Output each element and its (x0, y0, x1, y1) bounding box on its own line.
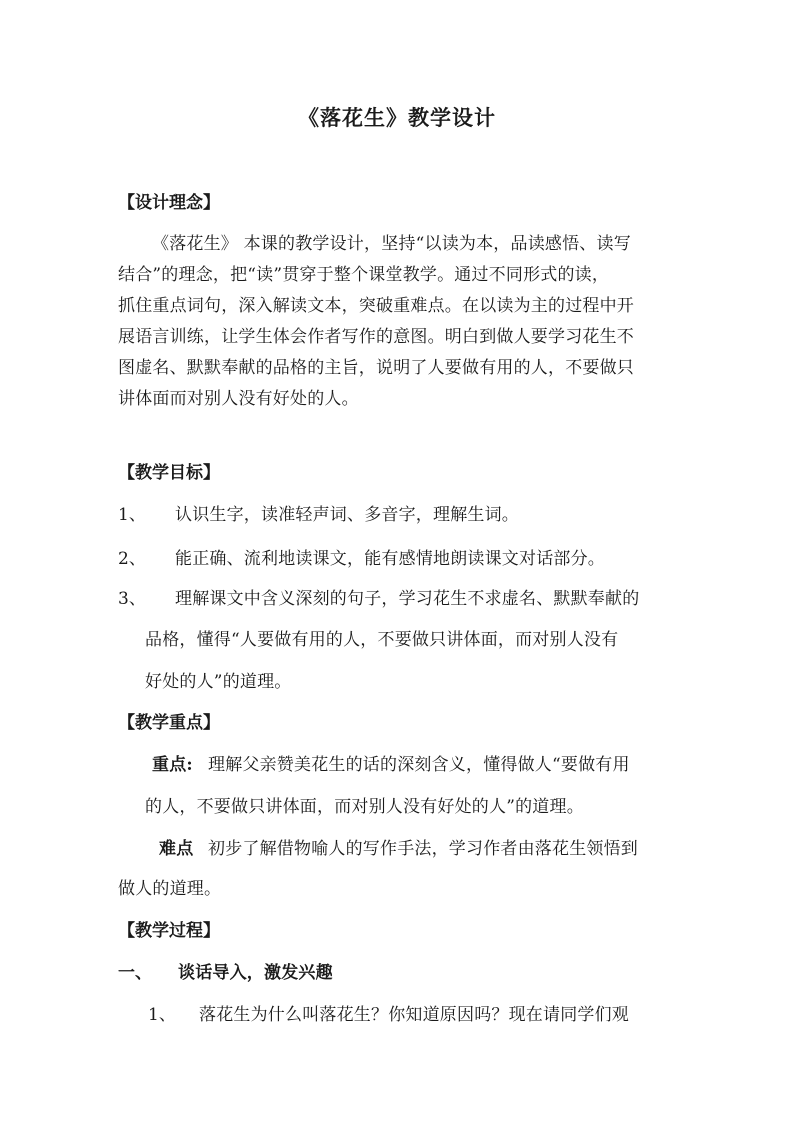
difficulty-text: 做人的道理。 (118, 879, 222, 899)
goal-text: 理解课文中含义深刻的句子，学习花生不求虚名、默默奉献的 (175, 589, 640, 609)
paragraph-line: 讲体面而对别人没有好处的人。 (118, 389, 359, 409)
difficulty-label: 难点 (159, 839, 194, 859)
section-heading-goals: 【教学目标】 (118, 463, 220, 483)
paragraph-line: 抓住重点词句，深入解读文本，突破重难点。在以读为主的过程中开 (118, 296, 634, 316)
section-heading-process: 【教学过程】 (118, 921, 220, 941)
difficulty-text: 初步了解借物喻人的写作手法，学习作者由落花生领悟到 (208, 839, 638, 859)
substep-text: 落花生为什么叫落花生？你知道原因吗？现在请同学们观 (199, 1005, 629, 1025)
paragraph-line: 《落花生》 本课的教学设计，坚持“以读为本，品读感悟、读写 (152, 234, 631, 254)
goal-text: 品格，懂得“人要做有用的人，不要做只讲体面，而对别人没有 (145, 630, 619, 650)
step-number: 一、 (118, 963, 152, 983)
paragraph-line: 结合”的理念，把“读”贯穿于整个课堂教学。通过不同形式的读， (118, 265, 610, 285)
goal-number: 1、 (118, 505, 146, 525)
document-title: 《落花生》教学设计 (298, 105, 496, 130)
section-heading-concept: 【设计理念】 (118, 193, 220, 213)
substep-number: 1、 (148, 1005, 176, 1025)
step-title: 谈话导入，激发兴趣 (178, 963, 333, 983)
goal-text: 好处的人”的道理。 (145, 672, 292, 692)
goal-number: 3、 (118, 589, 146, 609)
focus-text: 理解父亲赞美花生的话的深刻含义，懂得做人“要做有用 (208, 755, 630, 775)
focus-label: 重点: (152, 755, 193, 775)
goal-number: 2、 (118, 549, 146, 569)
goal-text: 能正确、流利地读课文，能有感情地朗读课文对话部分。 (175, 549, 605, 569)
section-heading-keypoints: 【教学重点】 (118, 713, 220, 733)
paragraph-line: 图虚名、默默奉献的品格的主旨，说明了人要做有用的人，不要做只 (118, 358, 634, 378)
goal-text: 认识生字，读准轻声词、多音字，理解生词。 (175, 505, 519, 525)
paragraph-line: 展语言训练，让学生体会作者写作的意图。明白到做人要学习花生不 (118, 327, 634, 347)
focus-text: 的人，不要做只讲体面，而对别人没有好处的人”的道理。 (145, 797, 584, 817)
